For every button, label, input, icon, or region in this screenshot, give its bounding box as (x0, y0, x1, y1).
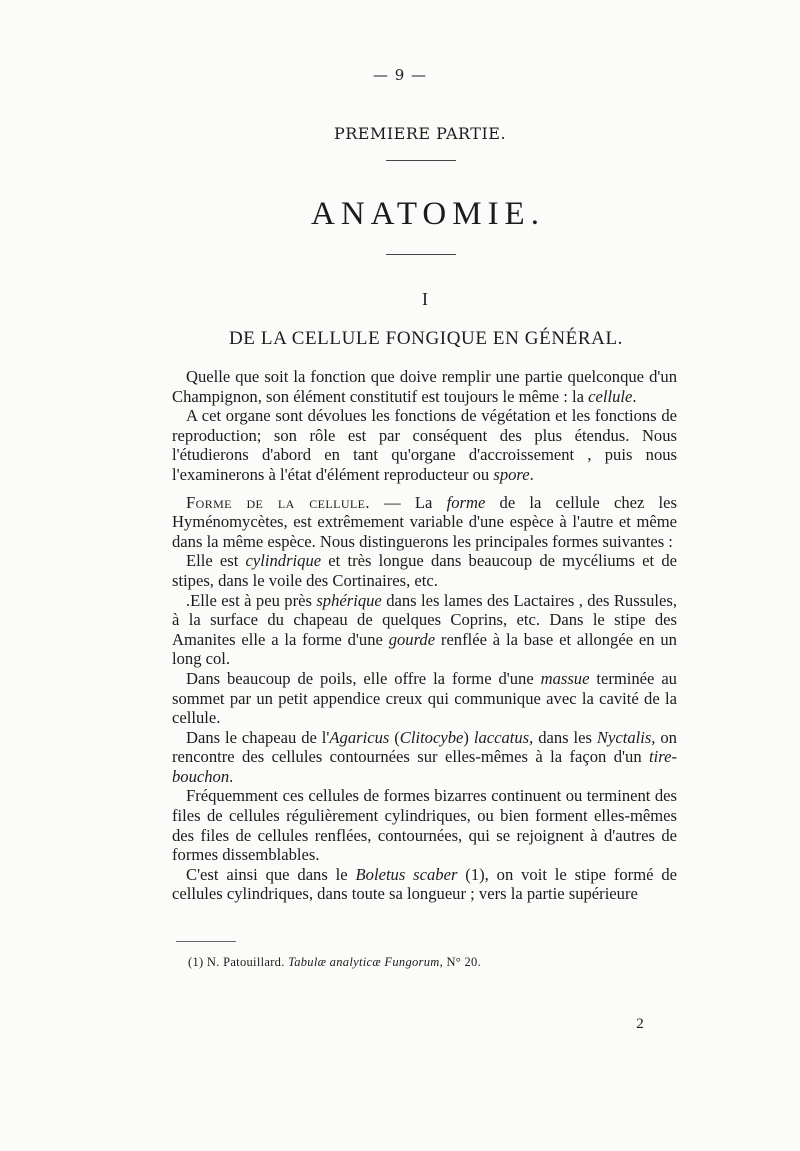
paragraph-8: Fréquemment ces cellules de formes bizarres continuent ou terminent des files de cellules régulièrement cylindriques, ou bien forment elles-mêmes des files de cellules renflées, contournées, qui se rejoignent à d'autres de formes dissemblables. (172, 786, 677, 865)
part-title: PREMIERE PARTIE. (333, 124, 507, 143)
paragraph-1: Quelle que soit la fonction que doive remplir une partie quelconque d'un Champignon, son élément constitutif est toujours le même : la cellule. (172, 367, 677, 406)
paragraph-2: A cet organe sont dévolues les fonctions de végétation et les fonctions de reproduction; son rôle est par conséquent des plus étendus. Nous l'étudierons d'abord en tant qu'organe d'accroissement , puis nous l'examinerons à l'état d'élément reproducteur ou spore. (172, 406, 677, 484)
chapter-heading: DE LA CELLULE FONGIQUE EN GÉNÉRAL. (228, 328, 624, 349)
body-text (172, 367, 677, 904)
paragraph-3: Forme de la cellule. — La forme de la cellule chez les Hyménomycètes, est extrêmement variable d'une espèce à l'autre et même dans la même espèce. Nous distinguerons les principales formes suivantes : (172, 492, 677, 551)
paragraph-6: Dans beaucoup de poils, elle offre la forme d'une massue terminée au sommet par un petit appendice creux qui communique avec la cavité de la cellule. (172, 668, 677, 728)
divider-top (386, 160, 456, 161)
page-title: ANATOMIE. (311, 196, 545, 232)
paragraph-4: Elle est cylindrique et très longue dans beaucoup de mycéliums et de stipes, dans le voile des Cortinaires, etc. (172, 551, 677, 590)
section-label: Forme de la cellule. (186, 492, 370, 512)
chapter-numeral: I (422, 289, 428, 309)
paragraph-9: C'est ainsi que dans le Boletus scaber (1), on voit le stipe formé de cellules cylindriques, dans toute sa longueur ; vers la partie supérieure (172, 864, 677, 904)
signature-mark: 2 (636, 1016, 644, 1032)
paragraph-7: Dans le chapeau de l'Agaricus (Clitocybe) laccatus, dans les Nyctalis, on rencontre des cellules contournées sur elles-mêmes à la façon d'un tire-bouchon. (172, 727, 677, 786)
divider-bottom (386, 254, 456, 255)
footnote: (1) N. Patouillard. Tabulæ analyticæ Fungorum, N° 20. (188, 955, 482, 969)
page-number: — 9 — (372, 66, 428, 84)
footnote-rule (176, 941, 236, 942)
paragraph-5: .Elle est à peu près sphérique dans les lames des Lactaires , des Russules, à la surface du chapeau de quelques Coprins, etc. Dans le stipe des Amanites elle a la forme d'une gourde renflée à la base et allongée en un long col. (172, 590, 678, 669)
